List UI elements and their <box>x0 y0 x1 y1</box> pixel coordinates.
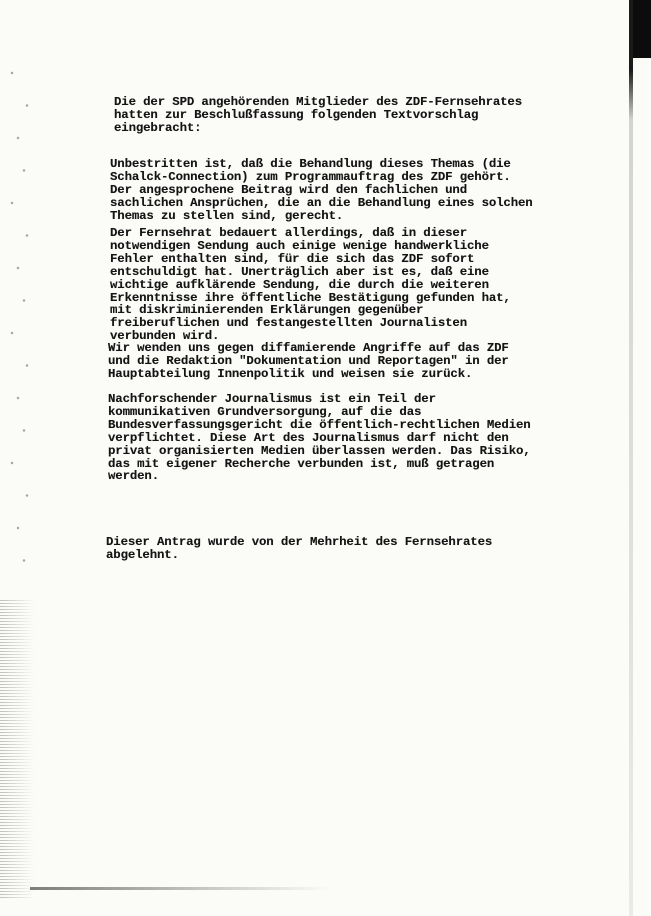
intro-paragraph: Die der SPD angehörenden Mitglieder des ZDF-Fernsehrates hatten zur Beschlußfassung folgenden Textvorschlag eingebracht: <box>114 95 522 135</box>
paragraph-1: Unbestritten ist, daß die Behandlung dieses Themas (die Schalck-Connection) zum Programmauftrag des ZDF gehört. Der angesprochene Beitrag wird den fachlichen und sachlichen Ansprüchen, die an die Behandlung eines solchen Themas zu stellen sind, gerecht. <box>110 157 533 223</box>
paragraph-2: Der Fernsehrat bedauert allerdings, daß in dieser notwendigen Sendung auch einige wenige handwerkliche Fehler enthalten sind, für die sich das ZDF sofort entschuldigt hat. Unerträglich aber ist es, daß eine wichtige aufklärende Sendung, die durch die weiteren Erkenntnisse ihre öffentliche Bestätigung gefunden hat, mit diskriminierenden Erklärungen gegenüber freiberuflichen und festangestellten Journalisten verbunden wird. <box>110 226 511 344</box>
paragraph-3: Wir wenden uns gegen diffamierende Angriffe auf das ZDF und die Redaktion "Dokumentation und Reportagen" in der Hauptabteilung Innenpolitik und weisen sie zurück. <box>108 341 509 381</box>
scan-bottom-mark <box>30 887 330 890</box>
scan-edge-line <box>629 0 633 916</box>
scan-margin-noise <box>0 600 34 900</box>
scan-noise <box>6 60 36 580</box>
closing-paragraph: Dieser Antrag wurde von der Mehrheit des Fernsehrates abgelehnt. <box>106 535 493 562</box>
paragraph-4: Nachforschender Journalismus ist ein Teil der kommunikativen Grundversorgung, auf die das Bundesverfassungsgericht die öffentlich-rechtlichen Medien verpflichtet. Diese Art des Journalismus darf nicht den privat organisierten Medien überlassen werden. Das Risiko, das mit eigener Recherche verbunden ist, muß getragen werden. <box>108 392 531 484</box>
